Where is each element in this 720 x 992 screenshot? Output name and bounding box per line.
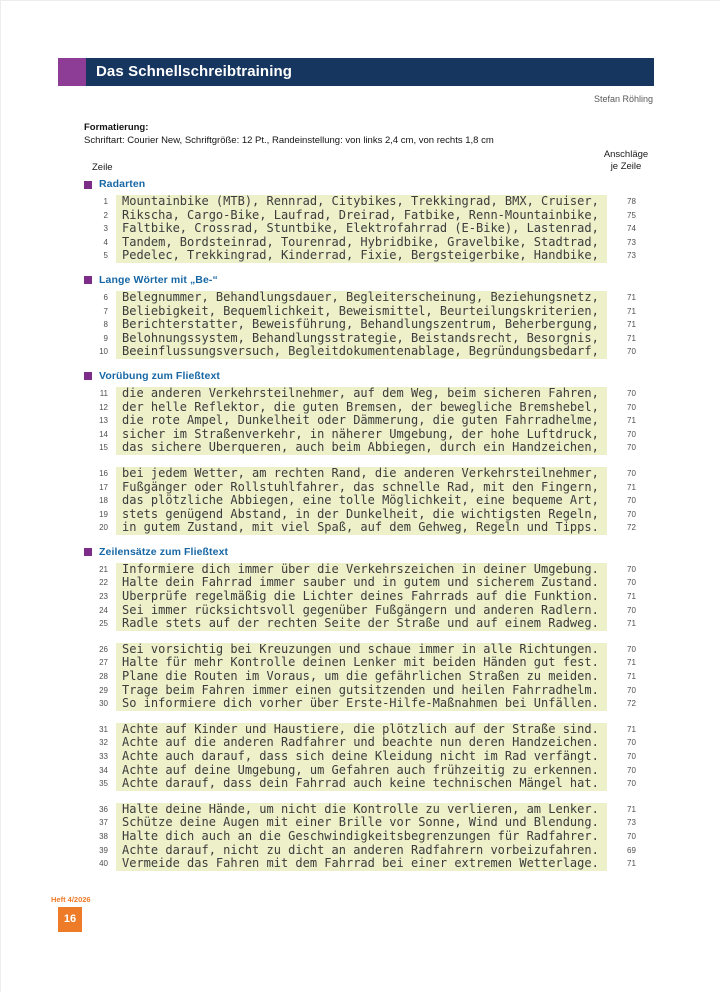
exercise-line bbox=[84, 697, 654, 711]
line-number: 33 bbox=[99, 752, 108, 761]
line-number: 24 bbox=[99, 605, 108, 615]
line-number: 39 bbox=[99, 845, 108, 855]
exercise-line bbox=[84, 857, 654, 871]
exercise-line bbox=[84, 764, 654, 778]
section-heading bbox=[84, 371, 654, 382]
stroke-count: 70 bbox=[627, 468, 636, 478]
line-text: bei jedem Wetter, am rechten Rand, die anderen Verkehrsteilnehmer, bbox=[116, 467, 607, 481]
line-text: Trage beim Fahren immer einen gutsitzenden und heilen Fahrradhelm. bbox=[116, 684, 607, 698]
stroke-count: 70 bbox=[627, 605, 636, 615]
line-text: Achte auf die anderen Radfahrer und beachte nun deren Handzeichen. bbox=[116, 736, 607, 750]
stroke-count: 70 bbox=[627, 685, 636, 695]
exercise-line bbox=[84, 249, 654, 263]
strokes-column-header-line1: Anschläge bbox=[603, 149, 649, 160]
exercise-line bbox=[84, 617, 654, 631]
line-text: Mountainbike (MTB), Rennrad, Citybikes, Trekkingrad, BMX, Cruiser, bbox=[116, 195, 607, 209]
line-number: 34 bbox=[99, 765, 108, 775]
header-accent-square bbox=[58, 58, 86, 86]
line-text: Belegnummer, Behandlungsdauer, Begleiterscheinung, Beziehungsnetz, bbox=[116, 291, 607, 305]
line-number: 21 bbox=[99, 564, 108, 574]
stroke-count: 70 bbox=[627, 429, 636, 439]
formatting-label: Formatierung: bbox=[84, 122, 149, 133]
exercise-line bbox=[84, 428, 654, 442]
exercise-line bbox=[84, 387, 654, 401]
line-number: 25 bbox=[99, 619, 108, 629]
line-number: 16 bbox=[99, 468, 108, 478]
stroke-count: 70 bbox=[627, 564, 636, 574]
line-block bbox=[84, 291, 654, 359]
line-text: Schütze deine Augen mit einer Brille vor Sonne, Wind und Blendung. bbox=[116, 816, 607, 830]
page-number-badge: 16 bbox=[58, 907, 82, 932]
stroke-count: 70 bbox=[627, 496, 636, 506]
stroke-count: 70 bbox=[627, 388, 636, 398]
line-number: 19 bbox=[99, 509, 108, 519]
line-text: sicher im Straßenverkehr, in näherer Umgebung, der hohe Luftdruck, bbox=[116, 428, 607, 442]
line-text: Informiere dich immer über die Verkehrszeichen in deiner Umgebung. bbox=[116, 563, 607, 577]
section-title: Vorübung zum Fließtext bbox=[99, 369, 221, 382]
line-number: 27 bbox=[99, 658, 108, 668]
line-block bbox=[84, 723, 654, 791]
exercise-line bbox=[84, 830, 654, 844]
line-number: 20 bbox=[99, 523, 108, 533]
stroke-count: 71 bbox=[627, 672, 636, 682]
line-text: Rikscha, Cargo-Bike, Laufrad, Dreirad, Fatbike, Renn-Mountainbike, bbox=[116, 209, 607, 223]
strokes-column-header-line2: je Zeile bbox=[610, 161, 642, 172]
line-text: das sichere Überqueren, auch beim Abbiegen, durch ein Handzeichen, bbox=[116, 441, 607, 455]
line-number: 30 bbox=[99, 699, 108, 709]
exercise-line bbox=[84, 750, 654, 764]
stroke-count: 70 bbox=[627, 578, 636, 588]
section bbox=[84, 275, 654, 359]
line-text: Berichterstatter, Beweisführung, Behandlungszentrum, Beherbergung, bbox=[116, 318, 607, 332]
line-text: Überprüfe regelmäßig die Lichter deines Fahrrads auf die Funktion. bbox=[116, 590, 607, 604]
line-text: Fußgänger oder Rollstuhlfahrer, das schnelle Rad, mit den Fingern, bbox=[116, 481, 607, 495]
stroke-count: 71 bbox=[627, 306, 636, 316]
exercise-line bbox=[84, 345, 654, 359]
stroke-count: 71 bbox=[627, 592, 636, 602]
line-text: Achte darauf, nicht zu dicht an anderen Radfahrern vorbeizufahren. bbox=[116, 844, 607, 858]
stroke-count: 70 bbox=[627, 779, 636, 789]
section bbox=[84, 179, 654, 263]
line-text: die rote Ampel, Dunkelheit oder Dämmerung, die guten Fahrradhelme, bbox=[116, 414, 607, 428]
formatting-details: Schriftart: Courier New, Schriftgröße: 12 Pt., Randeinstellung: von links 2,4 cm, von rechts 1,8 cm bbox=[84, 134, 494, 146]
line-number: 9 bbox=[103, 333, 108, 343]
line-number: 15 bbox=[99, 443, 108, 453]
exercise-line bbox=[84, 441, 654, 455]
section-title: Lange Wörter mit „Be-“ bbox=[99, 273, 218, 286]
section bbox=[84, 371, 654, 535]
stroke-count: 71 bbox=[627, 619, 636, 629]
section-bullet-icon bbox=[84, 276, 92, 284]
line-number: 28 bbox=[99, 672, 108, 682]
line-text: Sei vorsichtig bei Kreuzungen und schaue immer in alle Richtungen. bbox=[116, 643, 607, 657]
header-bar bbox=[58, 58, 654, 86]
exercise-line bbox=[84, 291, 654, 305]
exercise-line bbox=[84, 209, 654, 223]
line-text: Halte deine Hände, um nicht die Kontrolle zu verlieren, am Lenker. bbox=[116, 803, 607, 817]
stroke-count: 70 bbox=[627, 644, 636, 654]
line-number: 29 bbox=[99, 685, 108, 695]
line-number: 14 bbox=[99, 429, 108, 439]
line-number: 23 bbox=[99, 592, 108, 602]
stroke-count: 71 bbox=[627, 416, 636, 426]
line-text: das plötzliche Abbiegen, eine tolle Möglichkeit, eine bequeme Art, bbox=[116, 494, 607, 508]
line-text: Beeinflussungsversuch, Begleitdokumentenablage, Begründungsbedarf, bbox=[116, 345, 607, 359]
line-number: 38 bbox=[99, 831, 108, 841]
stroke-count: 71 bbox=[627, 482, 636, 492]
line-block bbox=[84, 643, 654, 711]
exercise-line bbox=[84, 803, 654, 817]
line-text: stets genügend Abstand, in der Dunkelheit, die wichtigsten Regeln, bbox=[116, 508, 607, 522]
line-number: 8 bbox=[103, 320, 108, 330]
line-number: 17 bbox=[99, 482, 108, 492]
line-block bbox=[84, 467, 654, 535]
exercise-line bbox=[84, 563, 654, 577]
exercise-line bbox=[84, 723, 654, 737]
section bbox=[84, 547, 654, 871]
line-block bbox=[84, 387, 654, 455]
exercise-line bbox=[84, 777, 654, 791]
section-bullet-icon bbox=[84, 181, 92, 189]
line-number: 11 bbox=[99, 388, 108, 398]
stroke-count: 71 bbox=[627, 333, 636, 343]
stroke-count: 70 bbox=[627, 509, 636, 519]
stroke-count: 70 bbox=[627, 443, 636, 453]
line-number: 22 bbox=[99, 578, 108, 588]
exercise-line bbox=[84, 332, 654, 346]
exercise-line bbox=[84, 521, 654, 535]
section-heading bbox=[84, 547, 654, 558]
line-text: die anderen Verkehrsteilnehmer, auf dem Weg, beim sicheren Fahren, bbox=[116, 387, 607, 401]
line-text: Halte dein Fahrrad immer sauber und in gutem und sicherem Zustand. bbox=[116, 576, 607, 590]
stroke-count: 74 bbox=[627, 224, 636, 234]
stroke-count: 71 bbox=[627, 804, 636, 814]
exercise-line bbox=[84, 590, 654, 604]
line-number: 5 bbox=[103, 251, 108, 261]
line-block bbox=[84, 195, 654, 263]
line-text: Halte für mehr Kontrolle deinen Lenker mit beiden Händen gut fest. bbox=[116, 656, 607, 670]
line-block bbox=[84, 803, 654, 871]
line-text: Achte auf deine Umgebung, um Gefahren auch frühzeitig zu erkennen. bbox=[116, 764, 607, 778]
stroke-count: 69 bbox=[627, 845, 636, 855]
line-number: 35 bbox=[99, 779, 108, 789]
stroke-count: 75 bbox=[627, 210, 636, 220]
stroke-count: 71 bbox=[627, 320, 636, 330]
line-text: Achte darauf, dass dein Fahrrad auch keine technischen Mängel hat. bbox=[116, 777, 607, 791]
exercise-line bbox=[84, 305, 654, 319]
exercise-line bbox=[84, 656, 654, 670]
exercise-sections bbox=[84, 179, 654, 883]
line-text: der helle Reflektor, die guten Bremsen, der bewegliche Bremshebel, bbox=[116, 401, 607, 415]
stroke-count: 70 bbox=[627, 765, 636, 775]
stroke-count: 70 bbox=[627, 831, 636, 841]
line-number: 36 bbox=[99, 804, 108, 814]
line-text: Beliebigkeit, Bequemlichkeit, Beweismittel, Beurteilungskriterien, bbox=[116, 305, 607, 319]
exercise-line bbox=[84, 508, 654, 522]
line-number: 6 bbox=[103, 292, 108, 302]
line-number: 1 bbox=[103, 197, 108, 206]
author-byline: Stefan Röhling bbox=[593, 94, 653, 104]
section-title: Radarten bbox=[99, 178, 146, 190]
section-heading bbox=[84, 179, 654, 190]
exercise-line bbox=[84, 576, 654, 590]
line-text: Faltbike, Crossrad, Stuntbike, Elektrofahrrad (E-Bike), Lastenrad, bbox=[116, 222, 607, 236]
exercise-line bbox=[84, 643, 654, 657]
line-number: 2 bbox=[103, 210, 108, 220]
strokes-column-header bbox=[591, 149, 661, 173]
stroke-count: 70 bbox=[627, 347, 636, 357]
line-text: Achte auf Kinder und Haustiere, die plötzlich auf der Straße sind. bbox=[116, 723, 607, 737]
stroke-count: 78 bbox=[627, 197, 636, 206]
exercise-line bbox=[84, 481, 654, 495]
stroke-count: 73 bbox=[627, 818, 636, 828]
stroke-count: 72 bbox=[627, 699, 636, 709]
line-text: in gutem Zustand, mit viel Spaß, auf dem Gehweg, Regeln und Tipps. bbox=[116, 521, 607, 535]
stroke-count: 71 bbox=[627, 859, 636, 869]
line-number: 13 bbox=[99, 416, 108, 426]
stroke-count: 70 bbox=[627, 402, 636, 412]
line-text: Belohnungssystem, Behandlungsstrategie, Beistandsrecht, Besorgnis, bbox=[116, 332, 607, 346]
line-number: 40 bbox=[99, 859, 108, 869]
exercise-line bbox=[84, 494, 654, 508]
exercise-line bbox=[84, 414, 654, 428]
section-bullet-icon bbox=[84, 548, 92, 556]
line-number: 7 bbox=[103, 306, 108, 316]
line-number: 18 bbox=[99, 496, 108, 506]
line-text: Achte auch darauf, dass sich deine Kleidung nicht im Rad verfängt. bbox=[116, 750, 607, 764]
line-number: 3 bbox=[103, 224, 108, 234]
section-title: Zeilensätze zum Fließtext bbox=[99, 545, 229, 558]
stroke-count: 71 bbox=[627, 658, 636, 668]
page-title: Das Schnellschreibtraining bbox=[86, 58, 654, 86]
line-column-header: Zeile bbox=[92, 162, 113, 173]
exercise-line bbox=[84, 401, 654, 415]
exercise-line bbox=[84, 736, 654, 750]
section-bullet-icon bbox=[84, 372, 92, 380]
line-number: 37 bbox=[99, 818, 108, 828]
line-number: 31 bbox=[99, 724, 108, 734]
exercise-line bbox=[84, 670, 654, 684]
line-text: Radle stets auf der rechten Seite der Straße und auf einem Radweg. bbox=[116, 617, 607, 631]
line-number: 4 bbox=[103, 237, 108, 247]
line-text: Sei immer rücksichtsvoll gegenüber Fußgängern und anderen Radlern. bbox=[116, 604, 607, 618]
line-number: 12 bbox=[99, 402, 108, 412]
line-number: 32 bbox=[99, 738, 108, 748]
line-text: So informiere dich vorher über Erste-Hilfe-Maßnahmen bei Unfällen. bbox=[116, 697, 607, 711]
line-text: Vermeide das Fahren mit dem Fahrrad bei einer extremen Wetterlage. bbox=[116, 857, 607, 871]
exercise-line bbox=[84, 816, 654, 830]
stroke-count: 70 bbox=[627, 752, 636, 761]
exercise-line bbox=[84, 195, 654, 209]
line-text: Halte dich auch an die Geschwindigkeitsbegrenzungen für Radfahrer. bbox=[116, 830, 607, 844]
exercise-line bbox=[84, 222, 654, 236]
formatting-note bbox=[84, 122, 494, 147]
section-heading bbox=[84, 275, 654, 286]
exercise-line bbox=[84, 467, 654, 481]
stroke-count: 72 bbox=[627, 523, 636, 533]
exercise-line bbox=[84, 318, 654, 332]
stroke-count: 73 bbox=[627, 237, 636, 247]
line-block bbox=[84, 563, 654, 631]
line-text: Plane die Routen im Voraus, um die gefährlichen Straßen zu meiden. bbox=[116, 670, 607, 684]
line-number: 10 bbox=[99, 347, 108, 357]
stroke-count: 70 bbox=[627, 738, 636, 748]
exercise-line bbox=[84, 844, 654, 858]
stroke-count: 71 bbox=[627, 292, 636, 302]
stroke-count: 73 bbox=[627, 251, 636, 261]
stroke-count: 71 bbox=[627, 724, 636, 734]
issue-label: Heft 4/2026 bbox=[51, 895, 91, 904]
line-text: Tandem, Bordsteinrad, Tourenrad, Hybridbike, Gravelbike, Stadtrad, bbox=[116, 236, 607, 250]
exercise-line bbox=[84, 604, 654, 618]
line-number: 26 bbox=[99, 644, 108, 654]
line-text: Pedelec, Trekkingrad, Kinderrad, Fixie, Bergsteigerbike, Handbike, bbox=[116, 249, 607, 263]
exercise-line bbox=[84, 236, 654, 250]
exercise-line bbox=[84, 684, 654, 698]
